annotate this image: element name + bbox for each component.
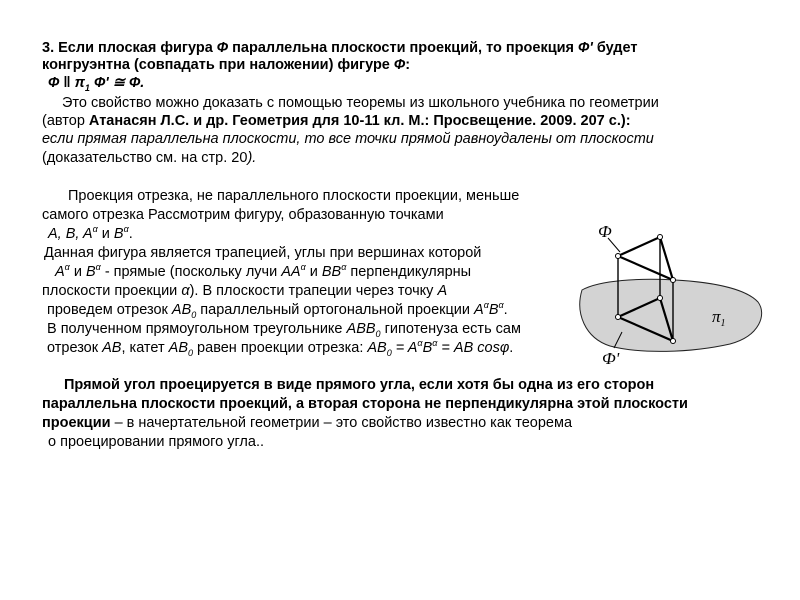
text-segment: α [95,262,101,273]
text-segment: B [113,226,124,242]
text-segment: если прямая параллельна плоскости, то все точки прямой равноудалены от плоскости [42,131,654,147]
text-line [47,321,521,338]
text-segment: Атанасян Л.С. и др. Геометрия для 10-11 кл. М.: Просвещение. 2009. 207 с.): [88,113,631,129]
text-segment: Прямой угол проецируется в виде прямого угла, если хотя бы одна из его сторон [64,377,655,393]
text-line [42,131,654,148]
text-segment: A, B, A [48,226,93,242]
text-segment: проведем отрезок [47,302,172,318]
text-segment: параллельна плоскости проекций, то проекция [228,40,579,56]
text-segment: α [341,262,347,273]
text-segment: самого отрезка Рассмотрим фигуру, образованную точками [42,207,444,223]
text-segment: Ф [393,57,406,73]
text-segment: α [123,224,129,235]
text-segment: AA [281,264,301,280]
text-segment: будет [592,40,638,56]
text-segment: отрезок [47,340,103,356]
text-line [68,188,519,205]
text-segment: α [92,224,98,235]
text-line [48,75,144,92]
text-segment: α [417,338,423,349]
text-line [42,415,572,432]
text-segment: = [391,340,408,356]
text-segment: - прямые (поскольку лучи [100,264,282,280]
text-line [64,377,654,394]
text-segment: α [300,262,306,273]
text-segment: равен проекции отрезка: [193,340,368,356]
text-segment: 3. Если плоская фигура [42,40,217,56]
text-segment: α [181,283,190,299]
text-segment: параллельный ортогональной проекции [196,302,475,318]
text-line [42,396,688,413]
text-segment: AB [367,340,387,356]
text-segment: α [432,338,438,349]
text-line [42,113,631,130]
text-segment: плоскости проекции [42,283,182,299]
text-segment: – в начертательной геометрии – это свойство известно как теорема [110,415,573,431]
text-line [47,302,508,319]
text-segment: A [55,264,65,280]
text-line [42,283,447,300]
text-segment: Ф' [578,40,593,56]
text-segment: AB [168,340,189,356]
text-segment: и [97,226,114,242]
label-phi-prime: Ф' [602,349,620,368]
text-segment: и [69,264,86,280]
text-segment: 0 [375,328,381,339]
text-segment: AB [171,302,192,318]
text-segment: ). В плоскости трапеции через точку [189,283,438,299]
text-segment: : [405,57,411,73]
text-segment: гипотенуза есть сам [380,321,521,337]
text-segment: A [407,340,418,356]
text-line [44,245,481,262]
text-segment: 0 [386,347,392,358]
text-segment: A [474,302,484,318]
text-segment: проекции [42,415,111,431]
text-line [55,264,471,281]
text-segment: B [488,302,499,318]
text-line [48,434,264,451]
text-line [42,40,637,57]
text-segment: α [498,300,504,311]
text-segment: параллельна плоскости проекций, а вторая сторона не перпендикулярна этой плоскости [42,396,688,412]
label-phi: Ф [598,222,612,241]
text-segment: 0 [191,309,197,320]
text-line [42,57,410,74]
text-line [47,340,513,357]
text-segment: AB [102,340,122,356]
text-segment: Ф [216,40,229,56]
text-segment: = AB cosφ [437,340,510,356]
text-segment: ABB [346,321,376,337]
text-segment: ). [247,150,257,166]
text-segment: . [503,302,508,318]
text-line [48,226,133,243]
text-line [62,95,659,112]
text-segment: α [483,300,489,311]
text-segment: перпендикулярны [346,264,472,280]
text-segment: Ф ‖ π [48,75,85,91]
projection-figure [570,218,770,368]
figure-phi [618,237,673,280]
text-segment: В полученном прямоугольном треугольнике [47,321,347,337]
text-segment: и [305,264,322,280]
text-segment: , катет [121,340,169,356]
text-segment: A [437,283,448,299]
text-segment: (доказательство см. на стр. 20 [42,150,248,166]
text-segment: (автор [42,113,89,129]
label-pi: $\pi_1$ [712,307,726,329]
text-segment: Это свойство можно доказать с помощью теоремы из школьного учебника по геометрии [62,95,659,111]
text-segment: α [64,262,70,273]
text-segment: B [85,264,96,280]
text-segment: Ф' ≅ Ф. [89,75,145,91]
text-line [42,207,444,224]
text-segment: BB [321,264,342,280]
text-segment: 0 [188,347,194,358]
text-segment: Проекция отрезка, не параллельного плоскости проекции, меньше [68,188,520,204]
text-segment: 1 [84,82,90,93]
text-line [42,150,256,167]
text-segment: B [422,340,433,356]
text-segment: о проецировании прямого угла.. [48,434,265,450]
text-segment: конгруэнтна (совпадать при наложении) фигуре [42,57,394,73]
text-segment: Данная фигура является трапецией, углы при вершинах которой [44,245,482,261]
text-segment: . [509,340,514,356]
text-segment: . [128,226,133,242]
